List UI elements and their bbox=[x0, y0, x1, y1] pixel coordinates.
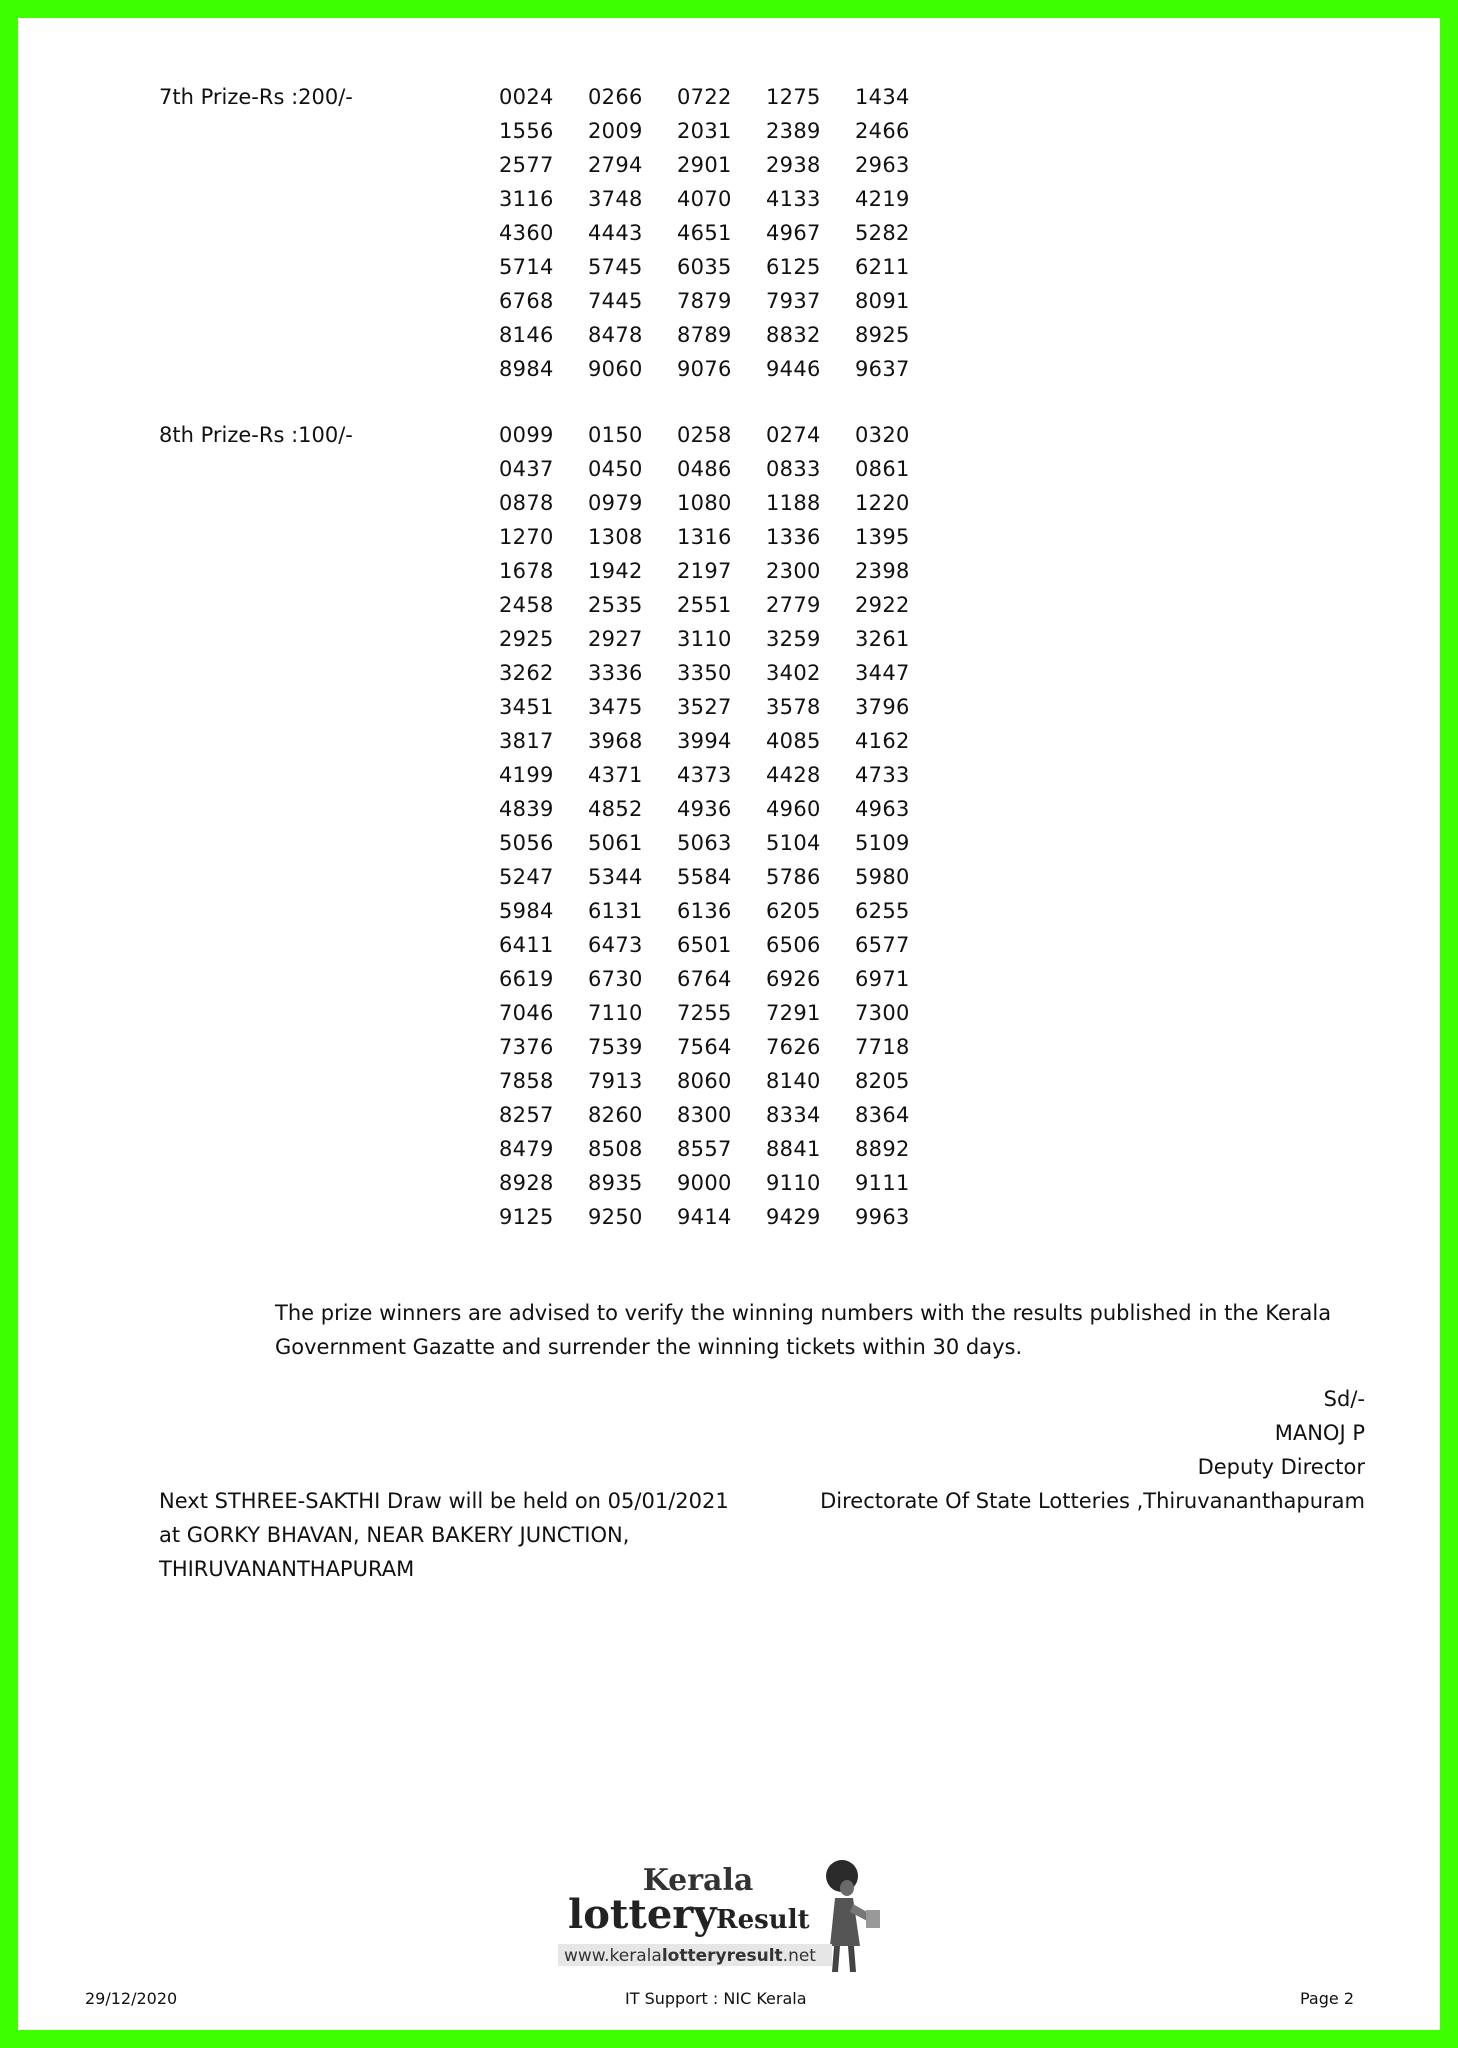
winning-number: 7564 bbox=[677, 1035, 732, 1059]
winning-number: 7858 bbox=[499, 1069, 554, 1093]
winning-number: 9637 bbox=[855, 357, 910, 381]
winning-number: 3748 bbox=[588, 187, 643, 211]
winning-number: 8789 bbox=[677, 323, 732, 347]
winning-number: 6136 bbox=[677, 899, 732, 923]
winning-number: 8146 bbox=[499, 323, 554, 347]
winning-number: 6768 bbox=[499, 289, 554, 313]
winning-number: 4651 bbox=[677, 221, 732, 245]
winning-number: 7718 bbox=[855, 1035, 910, 1059]
signatory-designation: Deputy Director bbox=[1197, 1455, 1365, 1479]
winning-number: 8205 bbox=[855, 1069, 910, 1093]
winning-number: 1942 bbox=[588, 559, 643, 583]
winning-number: 9076 bbox=[677, 357, 732, 381]
logo-word-lottery: lottery bbox=[568, 1891, 717, 1938]
winning-number: 8892 bbox=[855, 1137, 910, 1161]
winning-number: 2398 bbox=[855, 559, 910, 583]
winning-number: 3336 bbox=[588, 661, 643, 685]
notice-line: The prize winners are advised to verify the winning numbers with the results published in the Kerala bbox=[275, 1301, 1332, 1325]
winning-number: 1188 bbox=[766, 491, 821, 515]
logo-url-part: lottery bbox=[661, 1946, 727, 1966]
winning-number: 1316 bbox=[677, 525, 732, 549]
winning-number: 8928 bbox=[499, 1171, 554, 1195]
winning-number: 5063 bbox=[677, 831, 732, 855]
next-draw-line: Next STHREE-SAKTHI Draw will be held on 05/01/2021 bbox=[159, 1489, 729, 1513]
winning-number: 2938 bbox=[766, 153, 821, 177]
winning-number: 4199 bbox=[499, 763, 554, 787]
winning-number: 8257 bbox=[499, 1103, 554, 1127]
winning-number: 2925 bbox=[499, 627, 554, 651]
winning-number: 4428 bbox=[766, 763, 821, 787]
winning-number: 0150 bbox=[588, 423, 643, 447]
winning-number: 9250 bbox=[588, 1205, 643, 1229]
winning-number: 2963 bbox=[855, 153, 910, 177]
winning-number: 4967 bbox=[766, 221, 821, 245]
winning-number: 4070 bbox=[677, 187, 732, 211]
signatory-name: MANOJ P bbox=[1274, 1421, 1365, 1445]
winning-number: 8478 bbox=[588, 323, 643, 347]
winning-number: 6205 bbox=[766, 899, 821, 923]
winning-number: 0258 bbox=[677, 423, 732, 447]
winning-number: 4371 bbox=[588, 763, 643, 787]
winning-number: 3527 bbox=[677, 695, 732, 719]
winning-number: 9429 bbox=[766, 1205, 821, 1229]
winning-number: 7376 bbox=[499, 1035, 554, 1059]
winning-number: 4373 bbox=[677, 763, 732, 787]
winning-number: 5282 bbox=[855, 221, 910, 245]
winning-number: 6577 bbox=[855, 933, 910, 957]
logo-word-result: Result bbox=[716, 1905, 810, 1935]
winning-number: 0878 bbox=[499, 491, 554, 515]
winning-number: 5786 bbox=[766, 865, 821, 889]
signature-block bbox=[820, 1382, 1365, 1518]
winning-number: 3968 bbox=[588, 729, 643, 753]
winning-number: 0979 bbox=[588, 491, 643, 515]
winning-number: 4360 bbox=[499, 221, 554, 245]
winning-number: 3796 bbox=[855, 695, 910, 719]
winning-number: 6506 bbox=[766, 933, 821, 957]
prize-number-grid bbox=[499, 418, 944, 1234]
winning-number: 8479 bbox=[499, 1137, 554, 1161]
prize-label: 8th Prize-Rs :100/- bbox=[159, 423, 353, 447]
winning-number: 7539 bbox=[588, 1035, 643, 1059]
winning-number: 7110 bbox=[588, 1001, 643, 1025]
winning-number: 9000 bbox=[677, 1171, 732, 1195]
winning-number: 0450 bbox=[588, 457, 643, 481]
winning-number: 9446 bbox=[766, 357, 821, 381]
winning-number: 3994 bbox=[677, 729, 732, 753]
winning-number: 5714 bbox=[499, 255, 554, 279]
winning-number: 5109 bbox=[855, 831, 910, 855]
logo-url-part: www.kerala bbox=[564, 1946, 662, 1966]
winning-number: 2197 bbox=[677, 559, 732, 583]
winning-number: 8091 bbox=[855, 289, 910, 313]
winning-number: 2551 bbox=[677, 593, 732, 617]
winning-number: 4852 bbox=[588, 797, 643, 821]
winning-number: 0266 bbox=[588, 85, 643, 109]
winning-number: 6764 bbox=[677, 967, 732, 991]
winning-number: 3110 bbox=[677, 627, 732, 651]
winning-number: 8260 bbox=[588, 1103, 643, 1127]
winning-number: 6035 bbox=[677, 255, 732, 279]
winner-notice bbox=[275, 1296, 1395, 1364]
winning-number: 6255 bbox=[855, 899, 910, 923]
winning-number: 1336 bbox=[766, 525, 821, 549]
winning-number: 2922 bbox=[855, 593, 910, 617]
signatory-office: Directorate Of State Lotteries ,Thiruvananthapuram bbox=[820, 1489, 1365, 1513]
next-draw-line: THIRUVANANTHAPURAM bbox=[159, 1557, 415, 1581]
winning-number: 3262 bbox=[499, 661, 554, 685]
winning-number: 3259 bbox=[766, 627, 821, 651]
winning-number: 4133 bbox=[766, 187, 821, 211]
winning-number: 5344 bbox=[588, 865, 643, 889]
winning-number: 0437 bbox=[499, 457, 554, 481]
footer-page-number: Page 2 bbox=[1300, 1989, 1354, 2008]
winning-number: 6211 bbox=[855, 255, 910, 279]
winning-number: 8557 bbox=[677, 1137, 732, 1161]
winning-number: 5061 bbox=[588, 831, 643, 855]
winning-number: 4733 bbox=[855, 763, 910, 787]
logo-url-part: .net bbox=[782, 1946, 816, 1966]
winning-number: 2031 bbox=[677, 119, 732, 143]
winning-number: 8334 bbox=[766, 1103, 821, 1127]
winning-number: 7300 bbox=[855, 1001, 910, 1025]
winning-number: 0833 bbox=[766, 457, 821, 481]
winning-number: 8841 bbox=[766, 1137, 821, 1161]
winning-number: 5056 bbox=[499, 831, 554, 855]
winning-number: 3402 bbox=[766, 661, 821, 685]
winning-number: 7291 bbox=[766, 1001, 821, 1025]
winning-number: 8832 bbox=[766, 323, 821, 347]
winning-number: 2577 bbox=[499, 153, 554, 177]
signature-sd: Sd/- bbox=[1323, 1387, 1365, 1411]
winning-number: 6619 bbox=[499, 967, 554, 991]
prize-label: 7th Prize-Rs :200/- bbox=[159, 85, 353, 109]
winning-number: 1434 bbox=[855, 85, 910, 109]
winning-number: 2794 bbox=[588, 153, 643, 177]
winning-number: 1556 bbox=[499, 119, 554, 143]
winning-number: 2927 bbox=[588, 627, 643, 651]
winning-number: 0486 bbox=[677, 457, 732, 481]
winning-number: 0024 bbox=[499, 85, 554, 109]
winning-number: 8300 bbox=[677, 1103, 732, 1127]
winning-number: 9963 bbox=[855, 1205, 910, 1229]
winning-number: 2300 bbox=[766, 559, 821, 583]
winning-number: 8984 bbox=[499, 357, 554, 381]
winning-number: 2779 bbox=[766, 593, 821, 617]
winning-number: 4443 bbox=[588, 221, 643, 245]
winning-number: 9060 bbox=[588, 357, 643, 381]
logo-url bbox=[564, 1946, 816, 1966]
winning-number: 3350 bbox=[677, 661, 732, 685]
winning-number: 1275 bbox=[766, 85, 821, 109]
winning-number: 6125 bbox=[766, 255, 821, 279]
winning-number: 2389 bbox=[766, 119, 821, 143]
winning-number: 1395 bbox=[855, 525, 910, 549]
winning-number: 6473 bbox=[588, 933, 643, 957]
winning-number: 7626 bbox=[766, 1035, 821, 1059]
winning-number: 9125 bbox=[499, 1205, 554, 1229]
winning-number: 7255 bbox=[677, 1001, 732, 1025]
winning-number: 4960 bbox=[766, 797, 821, 821]
winning-number: 6501 bbox=[677, 933, 732, 957]
winning-number: 1270 bbox=[499, 525, 554, 549]
winning-number: 2466 bbox=[855, 119, 910, 143]
winning-number: 7445 bbox=[588, 289, 643, 313]
winning-number: 6971 bbox=[855, 967, 910, 991]
next-draw-info bbox=[159, 1484, 799, 1586]
winning-number: 9414 bbox=[677, 1205, 732, 1229]
winning-number: 5745 bbox=[588, 255, 643, 279]
winning-number: 0099 bbox=[499, 423, 554, 447]
winning-number: 2458 bbox=[499, 593, 554, 617]
winning-number: 9111 bbox=[855, 1171, 910, 1195]
notice-line: Government Gazatte and surrender the winning tickets within 30 days. bbox=[275, 1335, 1023, 1359]
winning-number: 5984 bbox=[499, 899, 554, 923]
winning-number: 3475 bbox=[588, 695, 643, 719]
winning-number: 5104 bbox=[766, 831, 821, 855]
winning-number: 7879 bbox=[677, 289, 732, 313]
winning-number: 4963 bbox=[855, 797, 910, 821]
winning-number: 8935 bbox=[588, 1171, 643, 1195]
winning-number: 4219 bbox=[855, 187, 910, 211]
winning-number: 3447 bbox=[855, 661, 910, 685]
logo-url-part: result bbox=[726, 1946, 783, 1966]
winning-number: 0722 bbox=[677, 85, 732, 109]
winning-number: 8925 bbox=[855, 323, 910, 347]
winning-number: 8140 bbox=[766, 1069, 821, 1093]
logo-word-kerala: Kerala bbox=[642, 1863, 754, 1898]
winning-number: 9110 bbox=[766, 1171, 821, 1195]
winning-number: 1678 bbox=[499, 559, 554, 583]
winning-number: 6131 bbox=[588, 899, 643, 923]
winning-number: 3261 bbox=[855, 627, 910, 651]
kerala-lottery-result-logo bbox=[550, 1854, 890, 1974]
winning-number: 5584 bbox=[677, 865, 732, 889]
winning-number: 7046 bbox=[499, 1001, 554, 1025]
winning-number: 3116 bbox=[499, 187, 554, 211]
winning-number: 3817 bbox=[499, 729, 554, 753]
winning-number: 4085 bbox=[766, 729, 821, 753]
next-draw-line: at GORKY BHAVAN, NEAR BAKERY JUNCTION, bbox=[159, 1523, 630, 1547]
winning-number: 6411 bbox=[499, 933, 554, 957]
winning-number: 0320 bbox=[855, 423, 910, 447]
winning-number: 1308 bbox=[588, 525, 643, 549]
winning-number: 6926 bbox=[766, 967, 821, 991]
winning-number: 8060 bbox=[677, 1069, 732, 1093]
winning-number: 6730 bbox=[588, 967, 643, 991]
winning-number: 5980 bbox=[855, 865, 910, 889]
winning-number: 3578 bbox=[766, 695, 821, 719]
winning-number: 8364 bbox=[855, 1103, 910, 1127]
winning-number: 4162 bbox=[855, 729, 910, 753]
lottery-seller-figure-icon bbox=[826, 1860, 880, 1972]
footer-it-support: IT Support : NIC Kerala bbox=[625, 1989, 807, 2008]
winning-number: 4936 bbox=[677, 797, 732, 821]
winning-number: 2901 bbox=[677, 153, 732, 177]
winning-number: 3451 bbox=[499, 695, 554, 719]
document-page bbox=[18, 18, 1440, 2030]
winning-number: 0861 bbox=[855, 457, 910, 481]
winning-number: 2009 bbox=[588, 119, 643, 143]
winning-number: 0274 bbox=[766, 423, 821, 447]
winning-number: 8508 bbox=[588, 1137, 643, 1161]
winning-number: 1220 bbox=[855, 491, 910, 515]
winning-number: 4839 bbox=[499, 797, 554, 821]
winning-number: 7937 bbox=[766, 289, 821, 313]
footer-date: 29/12/2020 bbox=[85, 1989, 178, 2008]
winning-number: 5247 bbox=[499, 865, 554, 889]
prize-number-grid bbox=[499, 80, 944, 386]
winning-number: 1080 bbox=[677, 491, 732, 515]
winning-number: 7913 bbox=[588, 1069, 643, 1093]
winning-number: 2535 bbox=[588, 593, 643, 617]
